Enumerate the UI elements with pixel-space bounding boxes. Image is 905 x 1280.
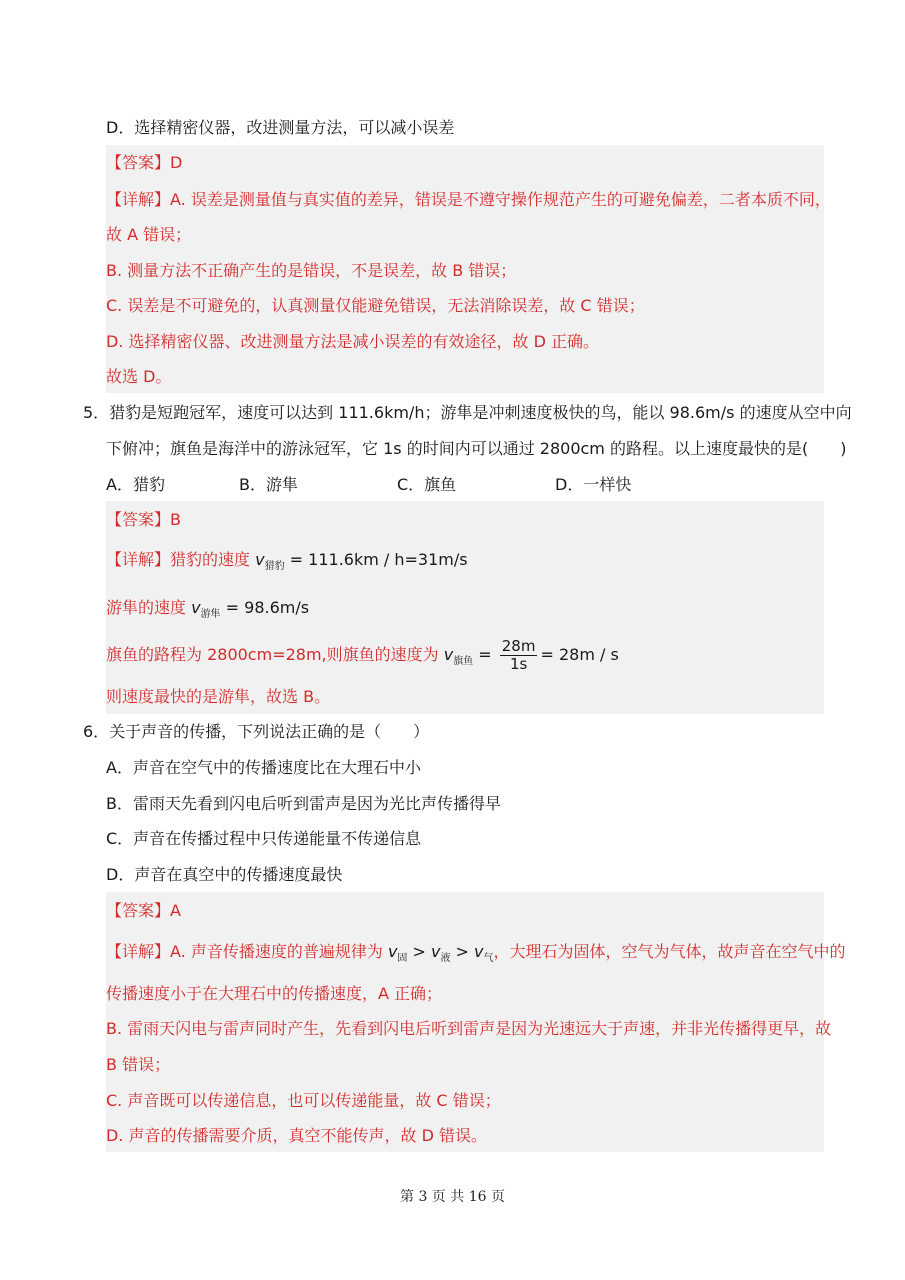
q6-detail-tag: 【详解】 xyxy=(106,942,171,961)
velocity-symbol: v xyxy=(191,598,201,617)
q6-sub-gas: 气 xyxy=(483,953,494,964)
q5-option-a: A．猎豹 xyxy=(106,475,165,494)
q6-detail-b1: B. 雷雨天闪电与雷声同时产生，先看到闪电后听到雷声是因为光速远大于声速，并非光传播得更早，故 xyxy=(106,1019,832,1038)
q4-option-d: D．选择精密仪器，改进测量方法，可以减小误差 xyxy=(106,118,455,137)
q4-detail-a-text: A. 误差是测量值与真实值的差异，错误是不遵守操作规范产生的可避免偏差，二者本质不同， xyxy=(170,190,831,209)
q5-falcon-label: 游隼的速度 xyxy=(106,598,192,617)
q6-stem: 6．关于声音的传播，下列说法正确的是（ ） xyxy=(83,722,430,741)
q5-option-c: C．旗鱼 xyxy=(397,475,457,494)
q6-option-a: A．声音在空气中的传播速度比在大理石中小 xyxy=(106,758,421,777)
q4-detail-d: D. 选择精密仪器、改进测量方法是减小误差的有效途径，故 D 正确。 xyxy=(106,332,599,351)
q5-detail-falcon xyxy=(106,598,826,621)
q5-detail-cheetah xyxy=(106,550,826,573)
q6-detail-a-post: ，大理石为固体，空气为气体，故声音在空气中的 xyxy=(493,942,846,961)
q5-cheetah-label: 猎豹的速度 xyxy=(170,550,256,569)
q4-detail-b: B. 测量方法不正确产生的是错误，不是误差，故 B 错误； xyxy=(106,261,517,280)
page-footer: 第 3 页 共 16 页 xyxy=(400,1189,505,1205)
q5-option-b: B．游隼 xyxy=(239,475,298,494)
q5-detail-tag: 【详解】 xyxy=(106,550,171,569)
q4-detail-a2: 故 A 错误； xyxy=(106,225,192,244)
q5-fish-numerator: 28m xyxy=(501,637,536,655)
q4-answer: 【答案】D xyxy=(106,153,183,172)
q5-fish-fraction xyxy=(500,638,538,673)
q5-cheetah-sub: 猎豹 xyxy=(264,561,285,572)
q5-stem-line1: 5．猎豹是短跑冠军，速度可以达到 111.6km/h；游隼是冲刺速度极快的鸟，能以 98.6m/s 的速度从空中向 xyxy=(83,403,852,422)
q4-detail-c: C. 误差是不可避免的，认真测量仅能避免错误，无法消除误差，故 C 错误； xyxy=(106,296,645,315)
q6-detail-a-pre: A. 声音传播速度的普遍规律为 xyxy=(170,942,388,961)
greater-than: > xyxy=(407,942,431,961)
q6-option-c: C．声音在传播过程中只传递能量不传递信息 xyxy=(106,829,422,848)
q6-sub-solid: 固 xyxy=(397,953,408,964)
velocity-symbol: v xyxy=(255,550,265,569)
q5-falcon-value: = 98.6m/s xyxy=(220,598,310,617)
q5-stem-line2: 下俯冲；旗鱼是海洋中的游泳冠军，它 1s 的时间内可以通过 2800cm 的路程。以上速度最快的是( ) xyxy=(106,439,847,458)
q6-option-b: B．雷雨天先看到闪电后听到雷声是因为光比声传播得早 xyxy=(106,794,501,813)
q5-fish-label: 旗鱼的路程为 2800cm=28m,则旗鱼的速度为 xyxy=(106,645,444,664)
q5-fish-eq: = xyxy=(473,645,497,664)
q5-answer: 【答案】B xyxy=(106,510,181,529)
q6-detail-c: C. 声音既可以传递信息，也可以传递能量，故 C 错误； xyxy=(106,1091,501,1110)
q6-detail-b2: B 错误； xyxy=(106,1055,171,1074)
q5-detail-fish xyxy=(106,636,826,677)
q6-answer: 【答案】A xyxy=(106,901,181,920)
q6-option-d: D．声音在真空中的传播速度最快 xyxy=(106,865,343,884)
q4-detail-tag: 【详解】 xyxy=(106,190,171,209)
q6-detail-a2: 传播速度小于在大理石中的传播速度，A 正确； xyxy=(106,984,443,1003)
greater-than: > xyxy=(450,942,475,961)
velocity-symbol: v xyxy=(474,942,484,961)
q4-detail-a xyxy=(106,190,831,210)
q5-conclusion: 则速度最快的是游隼，故选 B。 xyxy=(106,687,331,706)
q5-fish-sub: 旗鱼 xyxy=(453,656,474,667)
q6-sub-liquid: 液 xyxy=(440,953,451,964)
q5-option-d: D．一样快 xyxy=(555,475,632,494)
q5-fish-value: = 28m / s xyxy=(540,645,619,664)
q6-detail-d: D. 声音的传播需要介质，真空不能传声，故 D 错误。 xyxy=(106,1126,487,1145)
q4-conclusion: 故选 D。 xyxy=(106,367,172,386)
velocity-symbol: v xyxy=(431,942,441,961)
velocity-symbol: v xyxy=(443,645,454,664)
q6-detail-a xyxy=(106,942,846,965)
q5-fish-denominator: 1s xyxy=(509,655,528,673)
q5-falcon-sub: 游隼 xyxy=(200,609,221,620)
velocity-symbol: v xyxy=(387,942,398,961)
q5-cheetah-value: = 111.6km / h=31m/s xyxy=(284,550,468,569)
q5-options xyxy=(106,475,826,495)
